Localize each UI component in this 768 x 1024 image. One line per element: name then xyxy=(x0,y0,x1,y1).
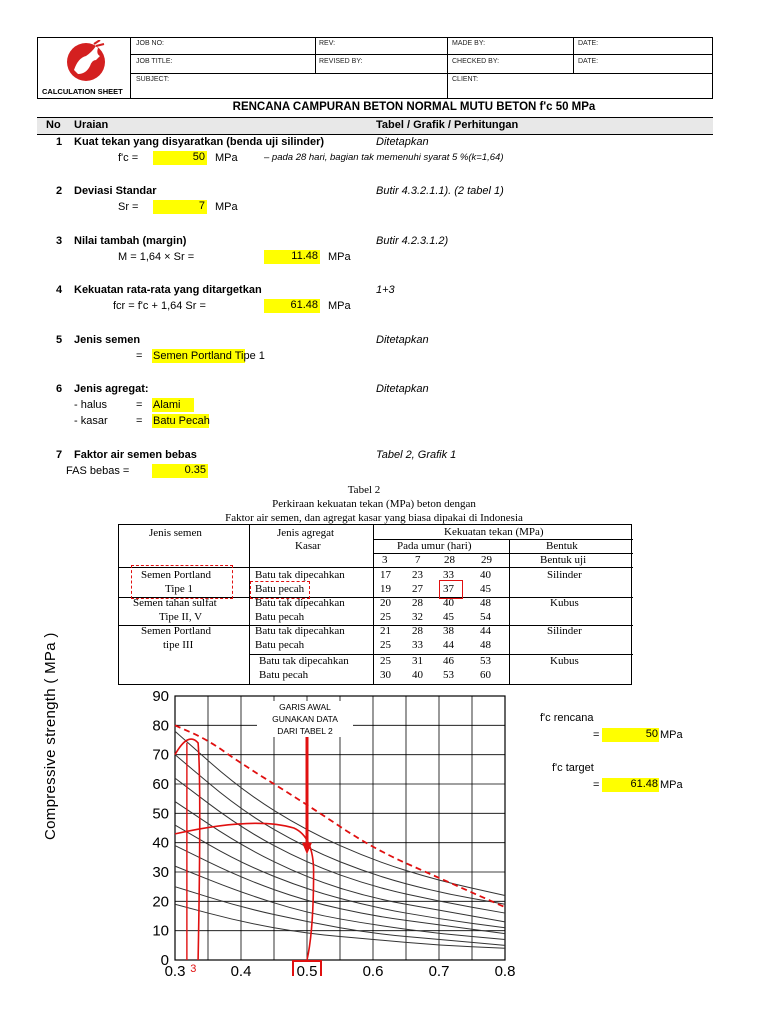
rev-label: REV: xyxy=(319,40,336,47)
aggregate: Batu pecah xyxy=(255,639,305,651)
item-ref: Ditetapkan xyxy=(376,383,429,395)
aggregate: Batu tak dipecahkan xyxy=(255,597,345,609)
header-agregat: Kasar xyxy=(295,540,321,552)
x-tick-label: 0.3 xyxy=(164,963,186,976)
item-var: f'c = xyxy=(118,152,139,164)
date-label: DATE: xyxy=(578,40,599,47)
subject-label: SUBJECT: xyxy=(136,76,170,83)
item-var: FAS bebas = xyxy=(66,465,130,477)
annotation-line: GARIS AWAL xyxy=(279,702,331,712)
cell: 27 xyxy=(412,583,423,595)
cement-type-value[interactable]: Semen Portland Tipe 1 xyxy=(153,350,265,362)
item-no: 3 xyxy=(56,235,63,247)
aggregate: Batu tak dipecahkan xyxy=(259,655,349,667)
cell: 19 xyxy=(380,583,391,595)
item-no: 6 xyxy=(56,383,63,395)
header-kekuatan: Kekuatan tekan (MPa) xyxy=(444,526,544,538)
checked-by-label: CHECKED BY: xyxy=(452,58,500,65)
day-header: 3 xyxy=(382,554,388,566)
aggregate: Batu pecah xyxy=(255,611,305,623)
item-var: Sr = xyxy=(118,201,139,213)
y-tick-label: 40 xyxy=(152,834,169,852)
item-label: Nilai tambah (margin) xyxy=(74,235,187,247)
annotation-line: GUNAKAN DATA xyxy=(272,714,338,724)
x-tick-label: 0.8 xyxy=(494,963,516,976)
y-tick-label: 20 xyxy=(152,893,169,911)
item-eq: = xyxy=(136,415,143,427)
y-tick-label: 30 xyxy=(152,864,169,881)
logo-caption: CALCULATION SHEET xyxy=(42,87,123,96)
header-jenis-semen: Jenis semen xyxy=(149,527,202,539)
cell: 45 xyxy=(480,583,491,595)
column-header-bar xyxy=(37,117,713,135)
item-var: fcr = f'c + 1,64 Sr = xyxy=(113,300,206,312)
cell: 37 xyxy=(443,583,454,595)
col-no: No xyxy=(46,119,61,131)
item-ref: Ditetapkan xyxy=(376,334,429,346)
job-no-label: JOB NO: xyxy=(136,40,165,47)
cell: 28 xyxy=(412,625,423,637)
y-tick-label: 10 xyxy=(152,922,169,940)
cell: 25 xyxy=(380,611,391,623)
day-header: 29 xyxy=(481,554,492,566)
cement-type: Semen Portland xyxy=(141,625,211,637)
fc-rencana-label: f'c rencana xyxy=(540,712,594,724)
item-label: Kuat tekan yang disyaratkan (benda uji silinder) xyxy=(74,136,325,148)
fc-target-label: f'c target xyxy=(552,762,594,774)
item-label: Jenis semen xyxy=(74,334,141,346)
item-var: M = 1,64 × Sr = xyxy=(118,251,195,263)
item-unit: MPa xyxy=(215,152,238,164)
item-no: 7 xyxy=(56,449,63,461)
y-tick-label: 80 xyxy=(152,717,169,735)
item-eq: = xyxy=(136,399,143,411)
fc-rencana-unit: MPa xyxy=(660,729,683,741)
cement-type: tipe III xyxy=(163,639,194,651)
y-tick-label: 0 xyxy=(160,952,169,969)
aggregate: Batu pecah xyxy=(255,583,305,595)
cell: 40 xyxy=(480,569,491,581)
margin-value[interactable]: 11.48 xyxy=(264,250,320,264)
cell: 44 xyxy=(480,625,491,637)
fc-target-unit: MPa xyxy=(660,779,683,791)
cell: 60 xyxy=(480,669,491,681)
cell: 30 xyxy=(380,669,391,681)
cell: 21 xyxy=(380,625,391,637)
red-box-value xyxy=(439,580,463,599)
cell: 33 xyxy=(443,569,454,581)
fas-value[interactable]: 0.35 xyxy=(152,464,208,478)
table-title: Tabel 2 xyxy=(347,484,381,496)
cell: 38 xyxy=(443,625,454,637)
col-ref: Tabel / Grafik / Perhitungan xyxy=(376,119,519,131)
cell: 48 xyxy=(480,597,491,609)
y-tick-label: 60 xyxy=(152,776,169,793)
y-tick-label: 70 xyxy=(152,746,169,764)
day-header: 28 xyxy=(444,554,455,566)
fc-target-eq: = xyxy=(593,779,600,791)
item-ref: Butir 4.2.3.1.2) xyxy=(376,235,449,247)
fc-rencana-eq: = xyxy=(593,729,600,741)
cell: 45 xyxy=(443,611,454,623)
item-label: Kekuatan rata-rata yang ditargetkan xyxy=(74,284,262,296)
marker-label-3: 3 xyxy=(190,963,197,975)
header-agregat: Jenis agregat xyxy=(277,527,335,539)
test-shape: Kubus xyxy=(550,597,579,609)
cell: 48 xyxy=(480,639,491,651)
aggregate: Batu tak dipecahkan xyxy=(255,625,345,637)
test-shape: Silinder xyxy=(547,625,582,637)
item-ref: Tabel 2, Grafik 1 xyxy=(376,449,457,461)
red-guide-curve xyxy=(175,823,314,960)
cell: 53 xyxy=(480,655,491,667)
revised-by-label: REVISED BY: xyxy=(319,58,363,65)
item-unit: MPa xyxy=(328,251,351,263)
sr-value[interactable]: 7 xyxy=(153,200,207,214)
x-tick-label: 0.7 xyxy=(428,963,450,976)
item-ref: 1+3 xyxy=(376,284,395,296)
x-tick-label: 0.4 xyxy=(230,963,252,976)
test-shape: Silinder xyxy=(547,569,582,581)
kasar-label: - kasar xyxy=(74,415,108,427)
cement-type: Tipe II, V xyxy=(159,611,203,623)
item-eq: = xyxy=(136,350,143,362)
col-uraian: Uraian xyxy=(74,119,109,131)
cell: 40 xyxy=(412,669,423,681)
item-label: Deviasi Standar xyxy=(74,185,157,197)
table-caption: Faktor air semen, dan agregat kasar yang biasa dipakai di Indonesia xyxy=(225,512,523,524)
cell: 40 xyxy=(443,597,454,609)
item-label: Faktor air semen bebas xyxy=(74,449,197,461)
cell: 23 xyxy=(412,569,423,581)
item-label: Jenis agregat: xyxy=(74,383,149,395)
made-by-label: MADE BY: xyxy=(452,40,486,47)
cell: 25 xyxy=(380,639,391,651)
halus-label: - halus xyxy=(74,399,108,411)
chart-annotation xyxy=(257,701,353,737)
aggregate: Batu tak dipecahkan xyxy=(255,569,345,581)
test-shape: Kubus xyxy=(550,655,579,667)
item-no: 1 xyxy=(56,136,63,148)
fcr-value[interactable]: 61.48 xyxy=(264,299,320,313)
cell: 28 xyxy=(412,597,423,609)
item-no: 5 xyxy=(56,334,63,346)
day-header: 7 xyxy=(415,554,421,566)
cell: 32 xyxy=(412,611,423,623)
cell: 20 xyxy=(380,597,391,609)
fc-value[interactable]: 50 xyxy=(153,151,207,165)
date2-label: DATE: xyxy=(578,58,599,65)
x-tick-label: 0.5 xyxy=(296,963,318,976)
item-no: 4 xyxy=(56,284,63,296)
cell: 46 xyxy=(443,655,454,667)
y-tick-label: 90 xyxy=(152,688,169,705)
item-no: 2 xyxy=(56,185,63,197)
cell: 54 xyxy=(480,611,491,623)
cell: 17 xyxy=(380,569,391,581)
company-logo xyxy=(56,40,116,86)
fc-target-value[interactable]: 61.48 xyxy=(602,778,659,792)
y-tick-label: 50 xyxy=(152,805,169,823)
header-bentuk-uji: Bentuk uji xyxy=(540,554,587,566)
header-umur: Pada umur (hari) xyxy=(397,540,472,552)
aggregate: Batu pecah xyxy=(259,669,309,681)
table-caption: Perkiraan kekuatan tekan (MPa) beton dengan xyxy=(272,498,476,510)
strength-table xyxy=(118,524,632,685)
fc-note: – pada 28 hari, bagian tak memenuhi syarat 5 %(k=1,64) xyxy=(264,152,504,163)
item-unit: MPa xyxy=(215,201,238,213)
annotation-line: DARI TABEL 2 xyxy=(277,726,333,736)
cell: 25 xyxy=(380,655,391,667)
cell: 53 xyxy=(443,669,454,681)
red-dashed-box-agregat xyxy=(250,581,310,599)
job-title-label: JOB TITLE: xyxy=(136,58,173,65)
cell: 31 xyxy=(412,655,423,667)
item-unit: MPa xyxy=(328,300,351,312)
cement-type: Semen Portland xyxy=(141,569,211,581)
x-tick-label: 0.6 xyxy=(362,963,384,976)
client-label: CLIENT: xyxy=(452,76,479,83)
cell: 33 xyxy=(412,639,423,651)
halus-value[interactable]: Alami xyxy=(153,399,181,411)
item-ref: Ditetapkan xyxy=(376,136,429,148)
kasar-value[interactable]: Batu Pecah xyxy=(153,415,210,427)
cement-type: Tipe 1 xyxy=(165,583,194,595)
fc-rencana-value[interactable]: 50 xyxy=(602,728,659,742)
cement-type: Semen tahan sulfat xyxy=(133,597,217,609)
header-bentuk: Bentuk xyxy=(546,540,578,552)
cell: 44 xyxy=(443,639,454,651)
item-ref: Butir 4.3.2.1.1). (2 tabel 1) xyxy=(376,185,504,197)
red-dashed-box-semen xyxy=(131,565,233,599)
title-block xyxy=(37,37,713,99)
page-title: RENCANA CAMPURAN BETON NORMAL MUTU BETON f'c 50 MPa xyxy=(232,101,596,113)
